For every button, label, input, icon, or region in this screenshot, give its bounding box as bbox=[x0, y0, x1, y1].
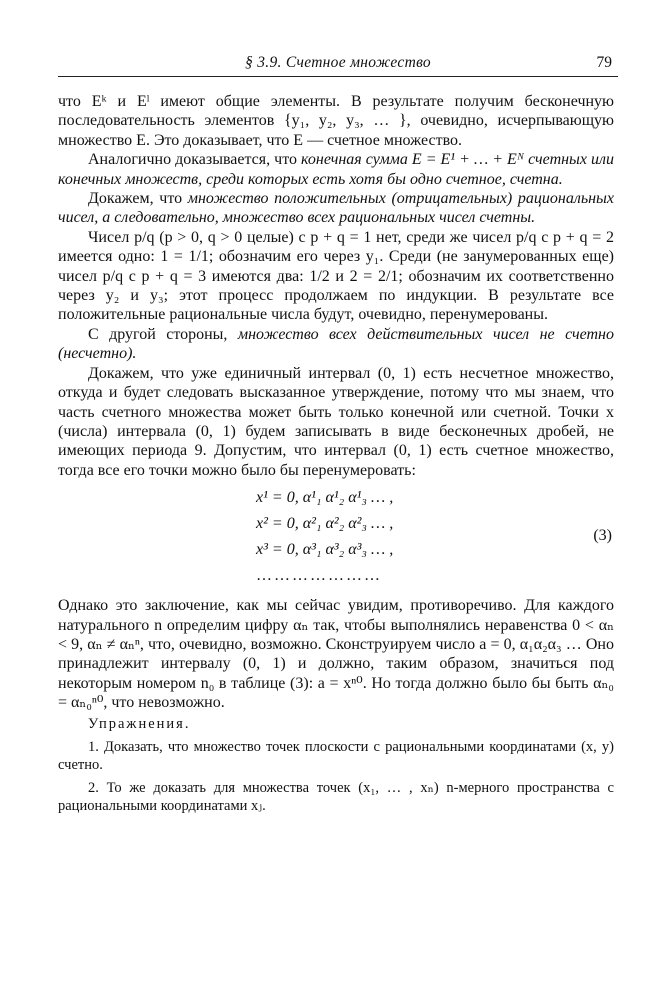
running-header bbox=[58, 50, 618, 77]
equation-line-1: x¹ = 0, α¹₁ α¹₂ α¹₃ … , bbox=[256, 489, 394, 507]
exercise-2: 2. То же доказать для множества точек (x₁, … , xₙ) n-мерного пространства с рациональными координатами xⱼ. bbox=[58, 779, 614, 815]
paragraph-4: Чисел p/q (p > 0, q > 0 целые) с p + q = 1 нет, среди же чисел p/q с p + q = 2 имеется одно: 1 = 1/1; обозначим его через y₁. Среди (не занумерованных еще) чисел p/q с p + q = 3 имеются два: 1/2 и 2 = 2/1; обозначим их соответственно через y₂ и y₃; этот процесс продолжаем по индукции. В результате все положительные рациональные числа будут, очевидно, перенумерованы. bbox=[58, 228, 614, 324]
paragraph-2-lead: Аналогично доказывается, что bbox=[88, 151, 302, 169]
paragraph-1: что Eᵏ и Eˡ имеют общие элементы. В результате получим бесконечную последовательность элементов {y₁, y₂, y₃, … }, очевидно, исчерпывающую множество E. Это доказывает, что E — счетное множество. bbox=[58, 93, 614, 149]
equation-3-block bbox=[58, 482, 614, 594]
paragraph-2-statement: конечная сумма E = E¹ + … + Eᴺ счетных или конечных множеств, среди которых есть хотя бы одно счетное, счетна. bbox=[58, 151, 614, 188]
paragraph-3-lead: Докажем, что bbox=[88, 190, 188, 208]
exercise-1: 1. Доказать, что множество точек плоскости с рациональными координатами (x, y) счетно. bbox=[58, 738, 614, 774]
paragraph-5 bbox=[58, 325, 614, 364]
paragraph-5-statement: множество всех действительных чисел не счетно (несчетно). bbox=[58, 325, 614, 363]
equation-line-3: x³ = 0, α³₁ α³₂ α³₃ … , bbox=[256, 541, 394, 559]
paragraph-3-statement: множество положительных (отрицательных) рациональных чисел, а следовательно, множество всех рациональных чисел счетны. bbox=[58, 190, 614, 227]
exercises-title: Упражнения. bbox=[88, 715, 191, 732]
paragraph-6: Докажем, что уже единичный интервал (0, 1) есть несчетное множество, откуда и будет следовать высказанное утверждение, потому что мы знаем, что часть счетного множества может быть только конечной или счетной. Точки x (числа) интервала (0, 1) будем записывать в виде бесконечных дробей, не имеющих периода 9. Допустим, что интервал (0, 1) есть счетное множество, тогда все его точки можно было бы перенумеровать: bbox=[58, 364, 614, 479]
equation-line-2: x² = 0, α²₁ α²₂ α²₃ … , bbox=[256, 515, 394, 533]
equation-number: (3) bbox=[593, 527, 612, 545]
paragraph-3 bbox=[58, 189, 614, 228]
paragraph-7: Однако это заключение, как мы сейчас увидим, противоречиво. Для каждого натурального n определим цифру αₙ так, чтобы выполнялись неравенства 0 < αₙ < 9, αₙ ≠ αₙⁿ, что, очевидно, возможно. Сконструируем число a = 0, α₁α₂α₃ … Оно принадлежит интервалу (0, 1) и должно, таким образом, значиться под некоторым номером n₀ в таблице (3): a = xⁿ⁰. Но тогда должно было бы быть αₙ₀ = αₙ₀ⁿ⁰, что невозможно. bbox=[58, 597, 614, 712]
page-body bbox=[58, 92, 614, 820]
equation-line-dots: ………………… bbox=[256, 567, 382, 585]
paragraph-5-lead: С другой стороны, bbox=[88, 325, 238, 343]
page-number: 79 bbox=[596, 54, 612, 71]
running-title: § 3.9. Счетное множество bbox=[245, 54, 431, 71]
paragraph-2 bbox=[58, 150, 614, 189]
